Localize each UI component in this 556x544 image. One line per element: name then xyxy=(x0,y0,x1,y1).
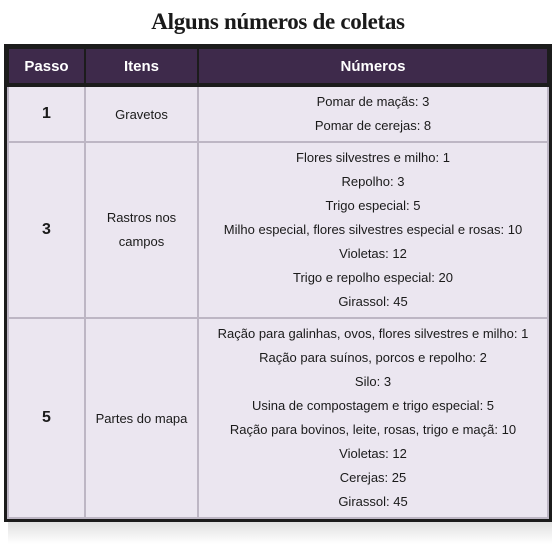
page-title: Alguns números de coletas xyxy=(151,9,405,34)
collection-table xyxy=(4,44,552,522)
items-cell: Partes do mapa xyxy=(85,318,198,518)
number-line: Repolho: 3 xyxy=(341,174,405,189)
number-line: Pomar de maçãs: 3 xyxy=(316,94,430,109)
number-line: Violetas: 12 xyxy=(339,246,407,261)
table-header-row xyxy=(8,48,548,85)
number-line: Trigo e repolho especial: 20 xyxy=(293,270,453,285)
items-cell xyxy=(85,142,198,318)
number-line: Violetas: 12 xyxy=(339,446,407,461)
number-line: Pomar de cerejas: 8 xyxy=(314,118,432,133)
step-cell: 5 xyxy=(8,318,85,518)
number-line: Usina de compostagem e trigo especial: 5 xyxy=(251,398,495,413)
number-line: Milho especial, flores silvestres especial e rosas: 10 xyxy=(223,222,523,237)
number-line: Cerejas: 25 xyxy=(339,470,407,485)
step-cell: 1 xyxy=(8,85,85,142)
table-shadow xyxy=(8,522,552,544)
items-cell: Gravetos xyxy=(85,85,198,142)
number-line: Silo: 3 xyxy=(354,374,392,389)
number-line: Girassol: 45 xyxy=(338,494,408,509)
number-line: Girassol: 45 xyxy=(338,294,408,309)
table-row xyxy=(8,85,548,142)
numbers-cell xyxy=(198,318,548,518)
header-itens: Itens xyxy=(85,48,198,85)
number-line: Ração para bovinos, leite, rosas, trigo e maçã: 10 xyxy=(229,422,517,437)
step-cell: 3 xyxy=(8,142,85,318)
number-line: Ração para galinhas, ovos, flores silvestres e milho: 1 xyxy=(217,326,529,341)
numbers-cell xyxy=(198,85,548,142)
numbers-cell xyxy=(198,142,548,318)
header-numeros: Números xyxy=(198,48,548,85)
number-line: Ração para suínos, porcos e repolho: 2 xyxy=(259,350,487,365)
header-passo: Passo xyxy=(8,48,85,85)
items-text: Rastros nos campos xyxy=(106,210,177,249)
number-line: Trigo especial: 5 xyxy=(325,198,421,213)
number-line: Flores silvestres e milho: 1 xyxy=(296,150,450,165)
table-row xyxy=(8,318,548,518)
table-row xyxy=(8,142,548,318)
